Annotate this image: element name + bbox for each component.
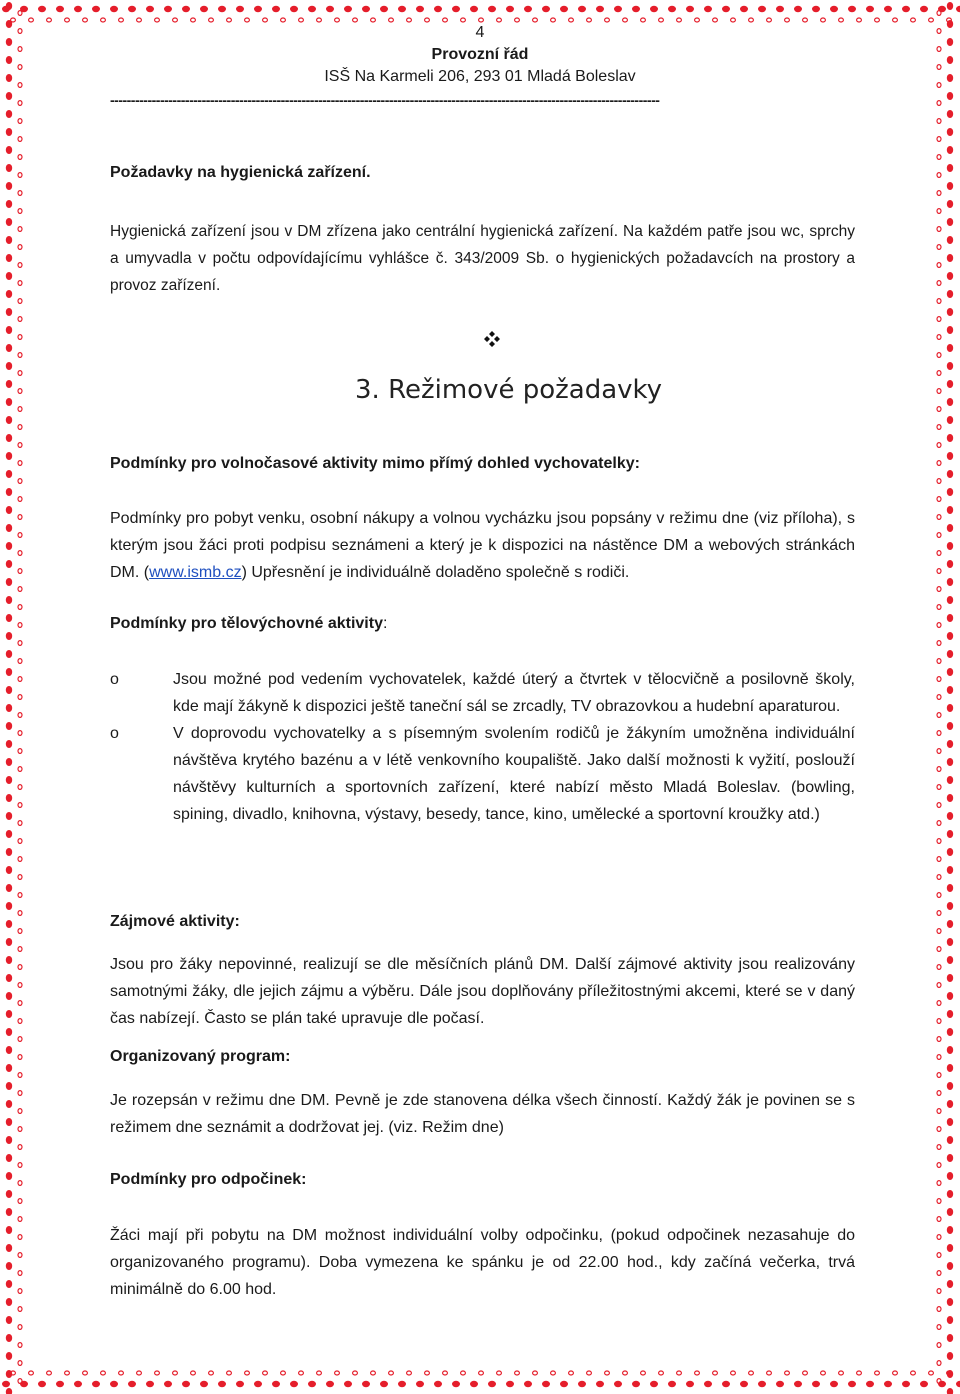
red-dot-border-left (0, 0, 30, 1394)
sport-list (110, 666, 855, 828)
rest-heading: Podmínky pro odpočinek: (110, 1171, 307, 1188)
list-item (110, 720, 855, 828)
free-time-text-end: ) Upřesnění je individuálně doladěno společně s rodiči. (241, 564, 630, 581)
page-number: 4 (475, 24, 485, 41)
free-time-text (110, 505, 855, 586)
free-time-heading: Podmínky pro volnočasové aktivity mimo přímý dohled vychovatelky: (110, 455, 640, 472)
page-header (0, 22, 960, 88)
rest-text: Žáci mají při pobytu na DM možnost individuální volby odpočinku, (pokud odpočinek nezasahuje do organizovaného programu). Doba vymezena ke spánku je od 22.00 hod., kdy začíná večerka, trvá minimálně do 6.00 hod. (110, 1227, 855, 1298)
red-dot-border-bottom (0, 1364, 960, 1394)
four-diamond-icon (483, 330, 501, 353)
free-time-text-start: Podmínky pro pobyt venku, osobní nákupy a volnou vycházku jsou popsány v režimu dne (viz příloha), s kterým jsou žáci proti podpisu seznámeni a který je k dispozici na nástěnce DM a webových stránkách DM. ( (110, 510, 855, 581)
hygiene-heading: Požadavky na hygienická zařízení. (110, 164, 371, 181)
interest-text: Jsou pro žáky nepovinné, realizují se dle měsíčních plánů DM. Další zájmové aktivity jsou realizovány samotnými žáky, dle jejich zájmu a výběru. Dále jsou doplňovány příležitostnými akcemi, které se v daný čas nabízejí. Často se plán také upravuje dle počasí. (110, 956, 855, 1027)
interest-heading: Zájmové aktivity: (110, 913, 240, 930)
organized-text: Je rozepsán v režimu dne DM. Pevně je zde stanovena délka všech činností. Každý žák je povinen se s režimem dne seznámit a dodržovat jej. (viz. Režim dne) (110, 1092, 855, 1136)
section-title: 3. Režimové požadavky (355, 375, 663, 405)
list-item (110, 666, 855, 720)
bullet-marker: o (110, 725, 119, 742)
bullet-marker: o (110, 671, 119, 688)
organized-heading: Organizovaný program: (110, 1048, 291, 1065)
sport-heading-colon: : (382, 615, 388, 632)
red-dot-border-right (930, 0, 960, 1394)
list-item-text: Jsou možné pod vedením vychovatelek, každé úterý a čtvrtek v tělocvičně a posilovně školy, kde mají žákyně k dispozici ještě taneční sál se zrcadly, TV obrazovkou a hudební aparaturou. (173, 671, 855, 715)
sport-heading-label: Podmínky pro tělovýchovné aktivity (110, 615, 383, 632)
website-link[interactable]: www.ismb.cz (149, 564, 242, 581)
sport-heading (110, 615, 855, 633)
school-address: ISŠ Na Karmeli 206, 293 01 Mladá Boleslav (324, 68, 636, 85)
hygiene-text: Hygienická zařízení jsou v DM zřízena jako centrální hygienická zařízení. Na každém patře jsou wc, sprchy a umyvadla v počtu odpovídajícímu vyhlášce č. 343/2009 Sb. o hygienických požadavcích na prostory a provoz zařízení. (110, 223, 855, 294)
header-separator: ------------------------------------------------------------------------------------------------------------------------------------ (110, 92, 660, 108)
document-title: Provozní řád (431, 46, 529, 63)
list-item-text: V doprovodu vychovatelky a s písemným svolením rodičů je žákyním umožněna individuální návštěva krytého bazénu a v létě venkovního koupaliště. Jako další možnosti k vyžití, poslouží návštěvy kulturních a sportovních zařízení, které nabízí město Mladá Boleslav. (bowling, spining, divadlo, knihovna, výstavy, besedy, tance, kino, umělecké a sportovní kroužky atd.) (173, 725, 855, 823)
